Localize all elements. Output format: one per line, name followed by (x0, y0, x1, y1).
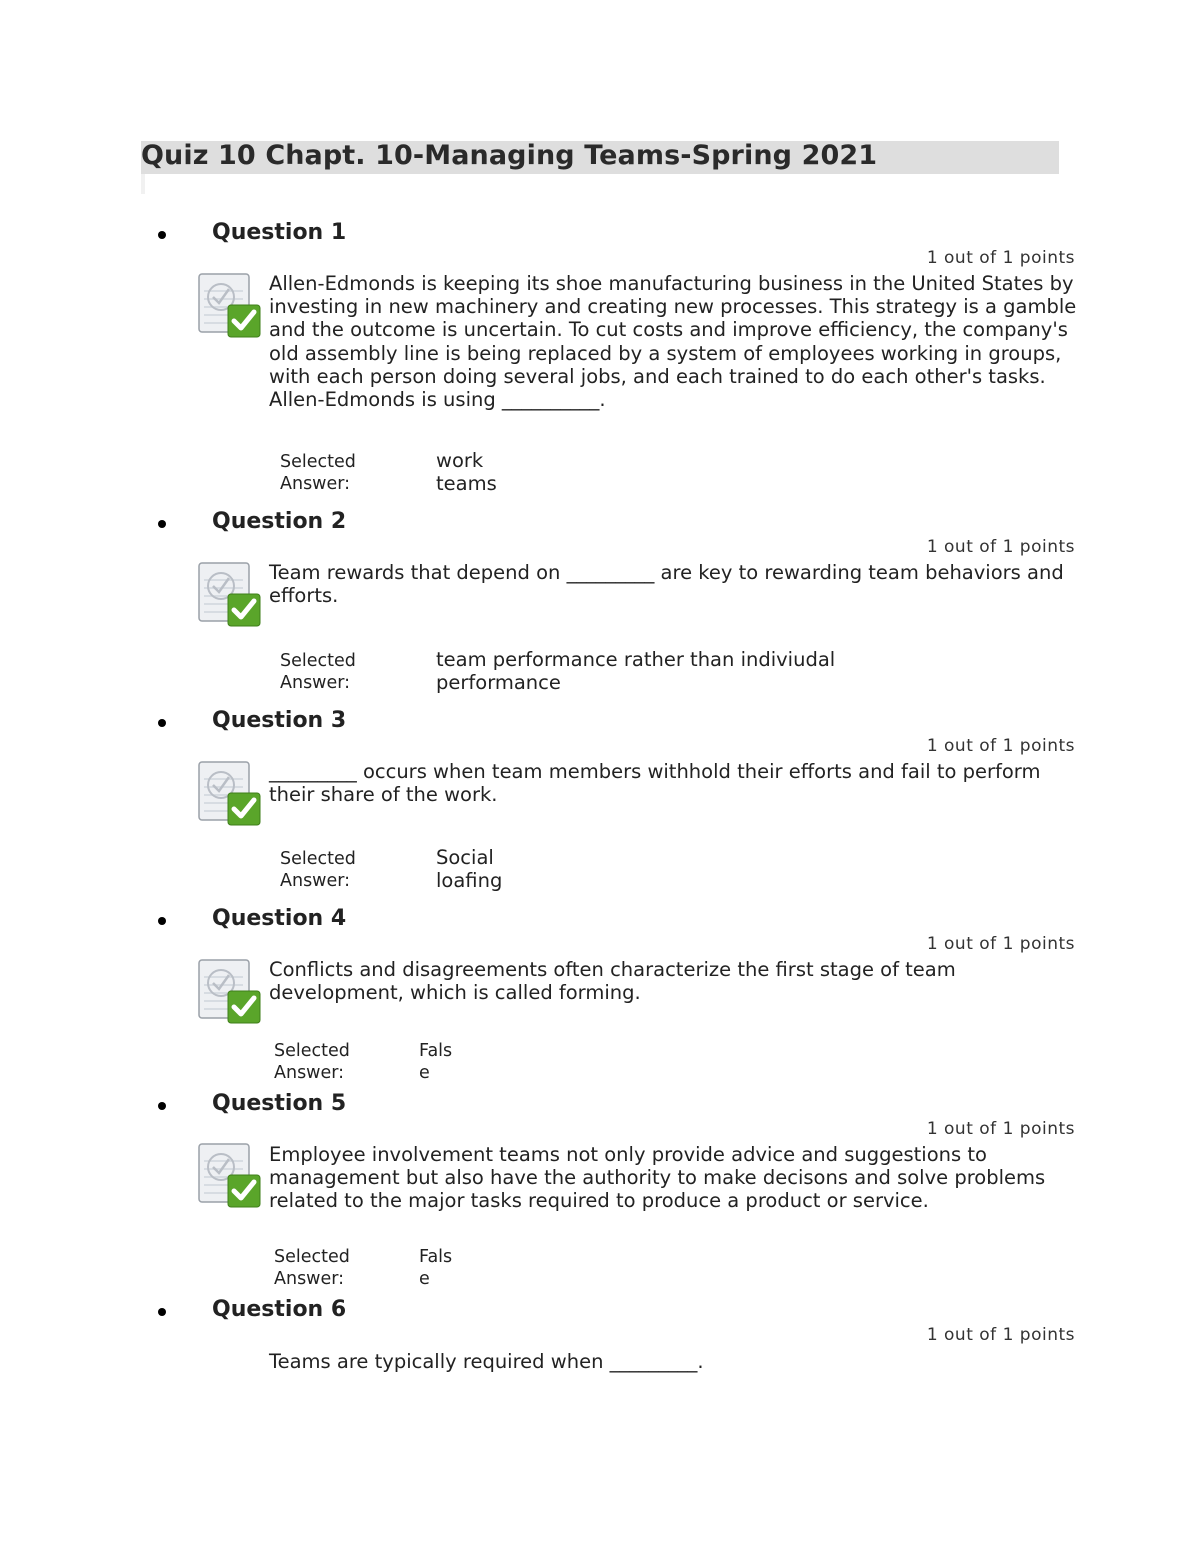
bullet (158, 719, 166, 727)
selected-answer-value: Social loafing (436, 846, 503, 892)
selected-answer-value: team performance rather than indiviudal performance (436, 648, 836, 694)
question-points: 1 out of 1 points (926, 1325, 1075, 1345)
bullet (158, 917, 166, 925)
question-heading: Question 1 (212, 220, 347, 245)
selected-answer-label: Selected Answer: (280, 849, 356, 891)
correct-check-icon (195, 1141, 263, 1209)
question-heading: Question 3 (212, 708, 347, 733)
bullet (158, 231, 166, 239)
page-title: Quiz 10 Chapt. 10-Managing Teams-Spring 2021 (141, 140, 878, 171)
correct-check-icon (195, 560, 263, 628)
bullet (158, 1102, 166, 1110)
selected-answer-label: Selected Answer: (280, 452, 356, 494)
question-points: 1 out of 1 points (926, 736, 1075, 756)
question-points: 1 out of 1 points (926, 537, 1075, 557)
question-text: Allen-Edmonds is keeping its shoe manufacturing business in the United States by investing in new machinery and creating new processes. This strategy is a gamble and the outcome is uncertain. To cut costs and improve efficiency, the company's old assembly line is being replaced by a system of employees working in groups, with each person doing several jobs, and each trained to do each other's tasks. Allen-Edmonds is using __________. (269, 272, 1077, 412)
question-points: 1 out of 1 points (926, 1119, 1075, 1139)
question-heading: Question 4 (212, 906, 347, 931)
selected-answer-label: Selected Answer: (280, 651, 356, 693)
question-text: Employee involvement teams not only provide advice and suggestions to management but also have the authority to make decisons and solve problems related to the major tasks required to produce a product or service. (269, 1143, 1046, 1213)
bullet (158, 520, 166, 528)
selected-answer-value: Fals e (419, 1041, 453, 1083)
question-text: _________ occurs when team members withhold their efforts and fail to perform their share of the work. (269, 760, 1041, 807)
question-text: Conflicts and disagreements often characterize the first stage of team development, which is called forming. (269, 958, 956, 1005)
correct-check-icon (195, 759, 263, 827)
question-text: Team rewards that depend on _________ are key to rewarding team behaviors and efforts. (269, 561, 1064, 608)
question-heading: Question 6 (212, 1297, 347, 1322)
bullet (158, 1308, 166, 1316)
selected-answer-value: work teams (436, 449, 497, 495)
question-heading: Question 2 (212, 509, 347, 534)
selected-answer-label: Selected Answer: (274, 1247, 350, 1289)
question-points: 1 out of 1 points (926, 934, 1075, 954)
question-heading: Question 5 (212, 1091, 347, 1116)
question-points: 1 out of 1 points (926, 248, 1075, 268)
question-text: Teams are typically required when _________. (269, 1350, 704, 1373)
correct-check-icon (195, 271, 263, 339)
selected-answer-value: Fals e (419, 1247, 453, 1289)
selected-answer-label: Selected Answer: (274, 1041, 350, 1083)
correct-check-icon (195, 957, 263, 1025)
